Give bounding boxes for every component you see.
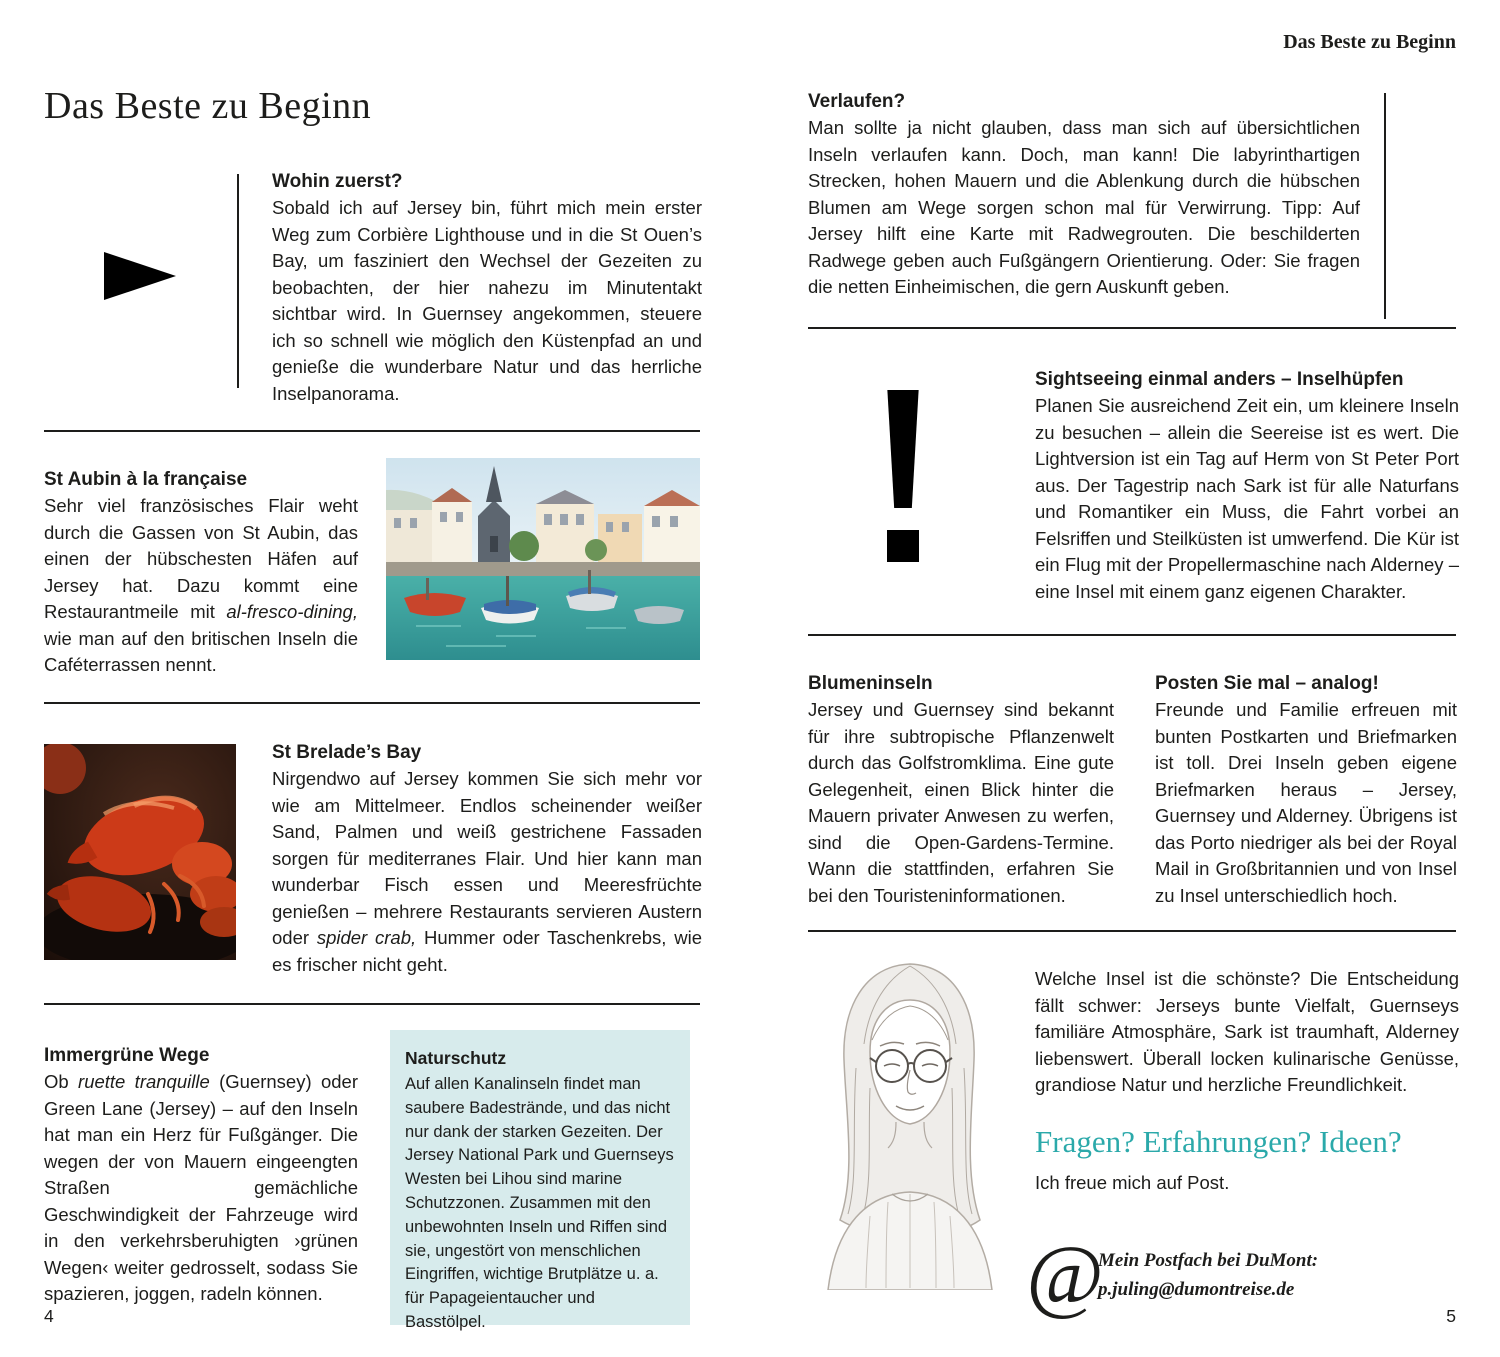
body-run-italic: spider crab,: [316, 927, 417, 948]
body-run: Nirgendwo auf Jersey kommen Sie sich mehr vor wie am Mittelmeer. Endlos scheinender weißer Sand, Palmen und weiß gestrichene Fassaden sorgen für mediterranes Flair. Und hier kann man wunderbar Fisch essen und Meeresfrüchte genießen – mehrere Restaurants servieren Austern oder: [272, 768, 702, 948]
section-heading: St Brelade’s Bay: [272, 742, 422, 763]
section-body: [44, 1069, 358, 1308]
section-heading: Blumeninseln: [808, 673, 933, 694]
section-verlaufen: [808, 88, 1360, 301]
info-box-body: Auf allen Kanalinseln findet man saubere Badestrände, und das nicht nur dank der starken Gezeiten. Der Jersey National Park und Guernseys Westen bei Lihou sind marine Schutzzonen. Zusammen mit den unbewohnten Inseln und Riffen sind sie, ungestört von menschlichen Eingriffen, wichtige Brutplätze u. a. für Papageientaucher und Basstölpel.: [405, 1075, 674, 1331]
page-number-left: 4: [44, 1306, 54, 1326]
author-portrait-sketch: [812, 948, 1007, 1290]
section-rule: [808, 634, 1456, 636]
section-body: Freunde und Familie erfreuen mit bunten Postkarten und Briefmarken ist toll. Drei Inseln geben eigene Briefmarken heraus – Jersey, Guernsey und Alderney. Übrigens ist das Porto niedriger als bei der Royal Mail in Großbritannien und von Insel zu Insel unterschiedlich hoch.: [1155, 699, 1457, 906]
section-blumeninseln: [808, 670, 1114, 909]
vertical-divider: [1384, 93, 1386, 319]
section-heading: Posten Sie mal – analog!: [1155, 673, 1379, 694]
section-heading: St Aubin à la française: [44, 469, 248, 490]
body-run: Hummer oder Taschenkrebs, wie es frischer nicht geht.: [272, 927, 703, 975]
section-body: [44, 493, 358, 679]
section-posten: [1155, 670, 1457, 909]
page-title: Das Beste zu Beginn: [44, 85, 372, 127]
section-body: Sobald ich auf Jersey bin, führt mich mein erster Weg zum Corbière Lighthouse und in die St Ouen’s Bay, um fasziniert den Wechsel der Gezeiten zu beobachten, der hier nahezu im Minutentakt sichtbar wird. In Guernsey angekommen, steuere ich so schnell wie möglich den Küstenpfad an und genieße die wunderbare Natur und das herrliche Inselpanorama.: [272, 197, 702, 404]
section-rule: [44, 702, 700, 704]
section-heading: Immergrüne Wege: [44, 1045, 210, 1066]
section-rule: [44, 430, 700, 432]
section-heading: Wohin zuerst?: [272, 171, 403, 192]
section-wohin: [272, 168, 702, 407]
section-heading: Verlaufen?: [808, 91, 906, 112]
st-aubin-harbor-photo: [386, 458, 700, 660]
section-st-brelade: [272, 739, 702, 978]
mailbox-email: p.juling@dumontreise.de: [1098, 1279, 1295, 1300]
body-run: Sehr viel französisches Flair weht durch die Gassen von St Aubin, das einen der hübschesten Häfen auf Jersey hat. Dazu kommt eine Restaurantmeile mit: [44, 495, 358, 622]
section-rule: [44, 1003, 700, 1005]
body-run-italic: al-fresco-dining,: [226, 601, 358, 622]
questions-heading: Fragen? Erfahrungen? Ideen?: [1035, 1124, 1402, 1159]
body-run: wie man auf den britischen Inseln die Caféterrassen nennt.: [44, 627, 358, 675]
section-rule: [808, 930, 1456, 932]
section-sightseeing: [1035, 366, 1459, 605]
exclamation-icon: [886, 390, 920, 562]
section-body: Man sollte ja nicht glauben, dass man sich auf übersichtlichen Inseln verlaufen kann. Doch, man kann! Die labyrinthartigen Strecken, hohen Mauern und die Ablenkung durch die hübschen Blumen am Wege sorgen schon mal für Verwirrung. Tipp: Auf Jersey hilft eine Karte mit Radwegrouten. Die beschilderten Radwege geben auch Fußgängern Orientierung. Oder: Sie fragen die netten Einheimischen, die gern Auskunft geben.: [808, 117, 1360, 297]
lobster-photo: [44, 744, 236, 960]
mailbox-label: Mein Postfach bei DuMont:: [1098, 1250, 1319, 1271]
body-run: (Guernsey) oder Green Lane (Jersey) – auf den Inseln hat man ein Herz für Fußgänger. Die wegen der von Mauern eingeengten Straßen gemächliche Geschwindigkeit der Fahrzeuge wird in den verkehrsberuhigten ›grünen Wegen‹ weiter gedrosselt, sodass Sie spazieren, joggen, radeln können.: [44, 1071, 358, 1304]
section-immergruen: [44, 1042, 358, 1308]
page-number-right: 5: [1446, 1306, 1456, 1326]
body-run: Ob: [44, 1071, 79, 1092]
body-run-italic: ruette tranquille: [78, 1071, 210, 1092]
arrow-right-icon: [104, 252, 176, 300]
section-heading: Sightseeing einmal anders – Inselhüpfen: [1035, 369, 1404, 390]
naturschutz-info-box: [390, 1030, 690, 1331]
section-body: Jersey und Guernsey sind bekannt für ihre subtropische Pflanzenwelt durch das Golfstromklima. Eine gute Gelegenheit, einen Blick hinter die Mauern privater Anwesen zu werfen, sind die Open-Gardens-Termine. Wann die stattfinden, erfahren Sie bei den Touristeninformationen.: [808, 699, 1114, 906]
mailbox-info: [1098, 1246, 1318, 1304]
post-invitation: Ich freue mich auf Post.: [1035, 1172, 1230, 1193]
vertical-divider: [237, 174, 239, 388]
running-head: Das Beste zu Beginn: [1283, 31, 1456, 53]
section-rule: [808, 327, 1456, 329]
closing-body: Welche Insel ist die schönste? Die Entscheidung fällt schwer: Jerseys bunte Vielfalt, Guernseys familiäre Atmosphäre, Sark ist traumhaft, Alderney liebenswert. Überall locken kulinarische Genüsse, grandiose Natur und herzliche Freundlichkeit.: [1035, 968, 1459, 1095]
section-body: [272, 766, 702, 978]
info-box-heading: Naturschutz: [405, 1048, 507, 1068]
section-body: Planen Sie ausreichend Zeit ein, um kleinere Inseln zu besuchen – allein die Seereise ist es wert. Die Lightversion ist ein Tag auf Herm von St Peter Port aus. Der Tagestrip nach Sark ist für alle Naturfans und Romantiker ein Muss, die Fahrt vorbei an Felsriffen und Steilküsten ist umwerfend. Die Kür ist ein Flug mit der Propellermaschine nach Alderney – eine Insel mit einem ganz eigenen Charakter.: [1035, 395, 1459, 602]
at-sign-icon: @: [1026, 1229, 1104, 1322]
section-st-aubin: [44, 466, 358, 679]
